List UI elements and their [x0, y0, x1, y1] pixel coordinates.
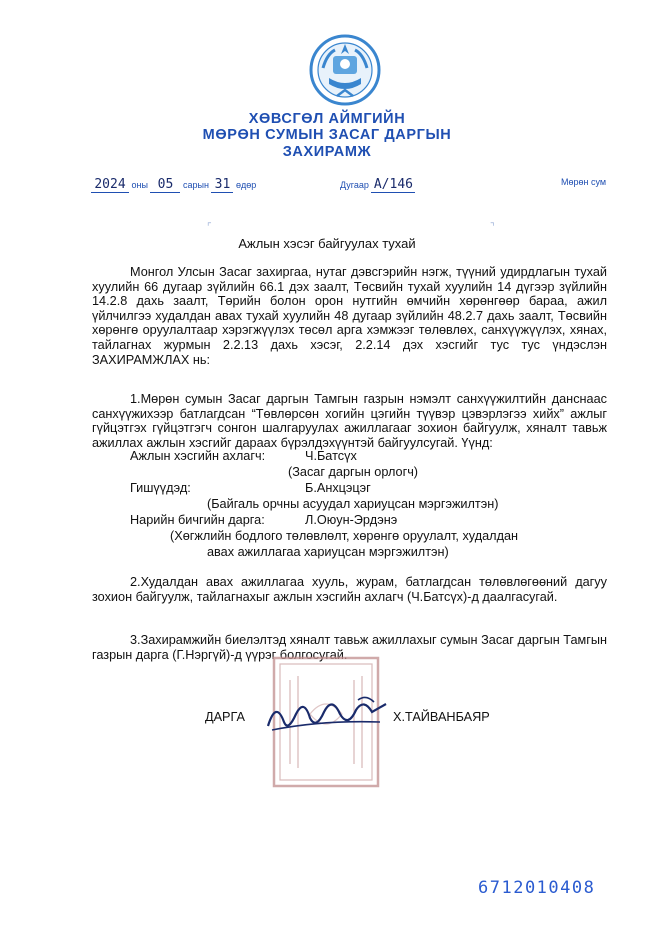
header-governor: МӨРӨН СУМЫН ЗАСАГ ДАРГЫН [202, 127, 452, 143]
item-1-paragraph: 1.Мөрөн сумын Засаг даргын Тамгын газрын нэмэлт санхүүжилтийн данснаас санхүүжихээр батлагдсан “Төвлөрсөн хогийн цэгийн түүвэр цэвэрлэгээ хийх” ажлыг гүйцэтгэх гүйцэтгэгч сонгон шалгаруулах ажиллагааг зохион байгуулж, хяналт тавьж ажиллах ажлын хэсгийг дараах бүрэлдэхүүнтэй байгуулсугай. Үүнд: [92, 392, 607, 450]
item-2-paragraph: 2.Худалдан авах ажиллагаа хууль, журам, батлагдсан төлөвлөгөөний дагуу зохион байгуулж, тайлагнахыг ажлын хэсгийн ахлагч (Ч.Батсүх)-д даалгасугай. [92, 575, 607, 604]
preamble-paragraph: Монгол Улсын Засаг захиргаа, нутаг дэвсгэрийн нэгж, түүний удирдлагын тухай хуулийн 66 дугаар зүйлийн 66.1 дэх заалт, Төсвийн тухай хуулийн 14 дүгээр зүйлийн 14.2.8 дахь заалт, Төрийн болон орон нутгийн өмчийн хөрөнгөөр бараа, ажил үйлчилгээ худалдан авах тухай хуулийн 48 дугаар зүйлийн 48.2.7 дахь заалт, Төсвийн хөрөнгө оруулалтаар хэрэгжүүлэх төсөл арга хэмжээг төлөвлөх, санхүүжүүлэх, хянах, тайлагнах журмын 2.2.13 дахь хэсэг, 2.2.14 дэх хэсгийг тус тус үндэслэн ЗАХИРАМЖЛАХ нь: [92, 265, 607, 367]
secretary-role-line-1: (Хөгжлийн бодлого төлөвлөлт, хөрөнгө оруулалт, худалдан [170, 529, 519, 543]
serial-number: 6712010408 [478, 878, 596, 898]
head-role: (Засаг даргын орлогч) [288, 465, 419, 479]
secretary-label: Нарийн бичгийн дарга: [130, 513, 265, 527]
number-line [340, 177, 415, 193]
corner-mark-right: ⌝ [490, 222, 495, 233]
date-year: 2024 [91, 177, 129, 193]
item-3-paragraph: 3.Захирамжийн биелэлтэд хяналт тавьж ажиллахыг сумын Засаг даргын Тамгын газрын дарга (Г.Нэргүй)-д үүрэг болгосугай. [92, 633, 607, 662]
signer-name: Х.ТАЙВАНБАЯР [393, 710, 490, 724]
state-emblem-icon [309, 34, 381, 106]
day-suffix: өдөр [235, 180, 257, 190]
secretary-name: Л.Оюун-Эрдэнэ [305, 513, 398, 527]
header-aimag: ХӨВСГӨЛ АЙМГИЙН [248, 111, 406, 127]
secretary-role-line-2: авах ажиллагаа хариуцсан мэргэжилтэн) [207, 545, 449, 559]
member-label: Гишүүдэд: [130, 481, 191, 495]
month-suffix: сарын [183, 180, 209, 190]
place-label: Мөрөн сум [561, 177, 607, 187]
date-month: 05 [150, 177, 180, 193]
year-suffix: оны [131, 180, 148, 190]
header-decree: ЗАХИРАМЖ [282, 144, 372, 160]
handwritten-signature-icon [262, 692, 392, 736]
decree-title: Ажлын хэсэг байгуулах тухай [238, 236, 416, 251]
corner-mark-left: ⌜ [207, 222, 212, 233]
signer-position: ДАРГА [205, 710, 246, 724]
member-role: (Байгаль орчны асуудал хариуцсан мэргэжилтэн) [207, 497, 499, 511]
head-label: Ажлын хэсгийн ахлагч: [130, 449, 266, 463]
date-line [91, 177, 256, 193]
head-name: Ч.Батсүх [305, 449, 357, 463]
number-label: Дугаар [340, 180, 369, 190]
date-day: 31 [211, 177, 233, 193]
member-name: Б.Анхцэцэг [305, 481, 371, 495]
decree-number: А/146 [371, 177, 415, 193]
